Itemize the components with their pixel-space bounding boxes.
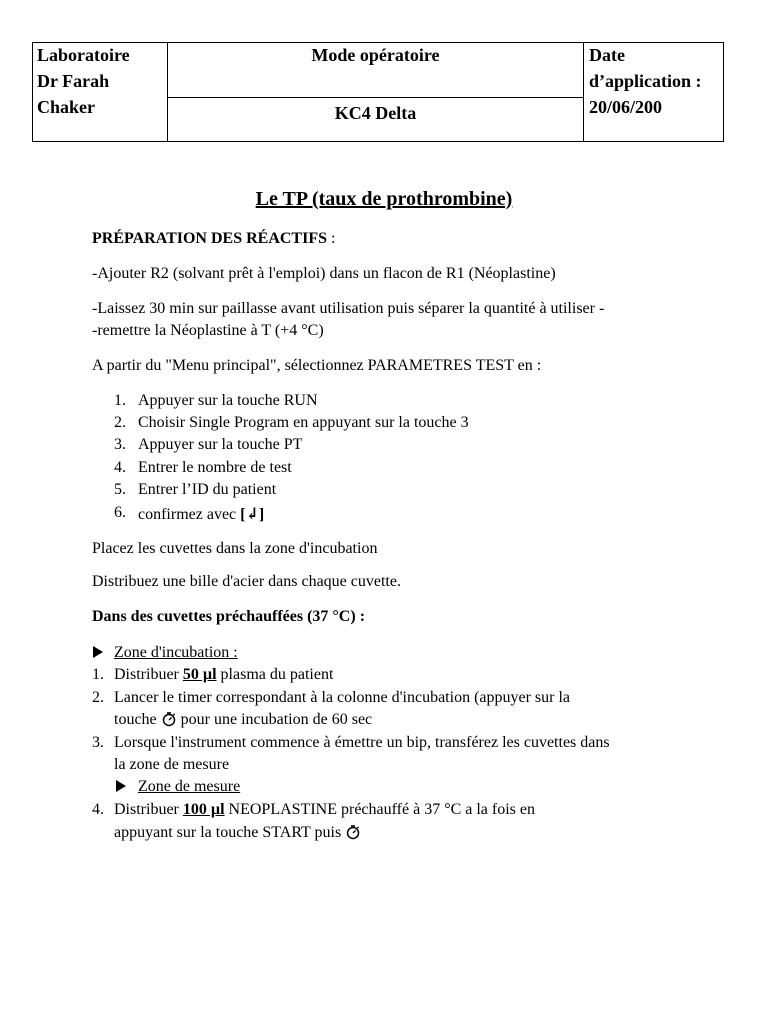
cuvettes-line-2: Distribuez une bille d'acier dans chaque cuvette. (92, 573, 401, 590)
step-text: Appuyer sur la touche PT (138, 436, 303, 453)
lab-line-3: Chaker (37, 97, 95, 117)
step-number: 2. (114, 414, 126, 431)
step-text: Choisir Single Program en appuyant sur la touche 3 (138, 414, 469, 431)
lab-line-1: Laboratoire (37, 45, 130, 65)
neoplastine-volume: 100 µl (182, 801, 225, 818)
step-number: 3. (114, 436, 126, 453)
step-number: 4. (114, 459, 126, 476)
date-line-3: 20/06/200 (589, 97, 663, 117)
plasma-volume: 50 µl (182, 666, 217, 683)
prep-heading-suffix: : (327, 230, 336, 247)
step-text (138, 504, 264, 524)
lab-line-2: Dr Farah (37, 71, 110, 91)
proc-step-1 (114, 666, 333, 684)
proc-number: 4. (92, 801, 104, 818)
step-text-label: confirmez avec (138, 506, 241, 523)
heated-heading: Dans des cuvettes préchauffées (37 °C) : (92, 608, 366, 625)
mode-cell (168, 43, 584, 141)
date-line-2: d’application : (589, 71, 702, 91)
proc-step-1-b: plasma du patient (216, 666, 334, 683)
lab-cell (33, 43, 168, 141)
proc-step-2-incubation: pour une incubation de 60 sec (176, 711, 373, 728)
device-name: KC4 Delta (334, 103, 417, 123)
step-number: 1. (114, 392, 126, 409)
proc-step-4-a: Distribuer (114, 801, 183, 818)
cuvettes-line-1: Placez les cuvettes dans la zone d'incubation (92, 540, 378, 557)
page-title: Le TP (taux de prothrombine) (255, 188, 513, 210)
proc-number: 3. (92, 734, 104, 751)
prep-line-3: -remettre la Néoplastine à T (+4 °C) (92, 322, 324, 339)
step-text: Entrer l’ID du patient (138, 481, 277, 498)
proc-step-2-touche: touche (114, 711, 161, 728)
timer-icon (161, 711, 177, 727)
proc-number: 1. (92, 666, 104, 683)
timer-icon (345, 824, 361, 840)
prep-heading: PRÉPARATION DES RÉACTIFS (92, 230, 327, 247)
step-text: Appuyer sur la touche RUN (138, 392, 318, 409)
zone-incubation-label: Zone d'incubation : (114, 644, 238, 661)
prep-heading-line (92, 230, 335, 248)
proc-step-2-line-2 (114, 711, 372, 729)
arrow-bullet-icon (116, 778, 126, 796)
mode-title: Mode opératoire (311, 45, 440, 65)
arrow-bullet-icon (93, 644, 103, 662)
proc-step-3-line-2: la zone de mesure (114, 756, 230, 773)
proc-step-4-c: appuyant sur la touche START puis (114, 824, 346, 841)
step-number: 6. (114, 504, 126, 521)
proc-step-3-line-1: Lorsque l'instrument commence à émettre un bip, transférez les cuvettes dans (114, 734, 610, 751)
prep-line-2: -Laissez 30 min sur paillasse avant utilisation puis séparer la quantité à utiliser - (92, 300, 605, 317)
enter-key: [↲] (240, 506, 265, 523)
proc-step-4-line-1 (114, 801, 535, 819)
step-text: Entrer le nombre de test (138, 459, 292, 476)
proc-step-2-line-1: Lancer le timer correspondant à la colonne d'incubation (appuyer sur la (114, 689, 571, 706)
menu-instruction: A partir du "Menu principal", sélectionnez PARAMETRES TEST en : (92, 357, 542, 374)
step-number: 5. (114, 481, 126, 498)
header-table (32, 42, 724, 142)
date-line-1: Date (589, 45, 625, 65)
zone-mesure-label: Zone de mesure (138, 778, 241, 795)
prep-line-1: -Ajouter R2 (solvant prêt à l'emploi) dans un flacon de R1 (Néoplastine) (92, 265, 556, 282)
proc-step-4-b: NEOPLASTINE préchauffé à 37 °C a la fois en (224, 801, 536, 818)
proc-step-4-line-2 (114, 824, 361, 842)
proc-number: 2. (92, 689, 104, 706)
date-cell (584, 43, 723, 141)
proc-step-1-a: Distribuer (114, 666, 183, 683)
